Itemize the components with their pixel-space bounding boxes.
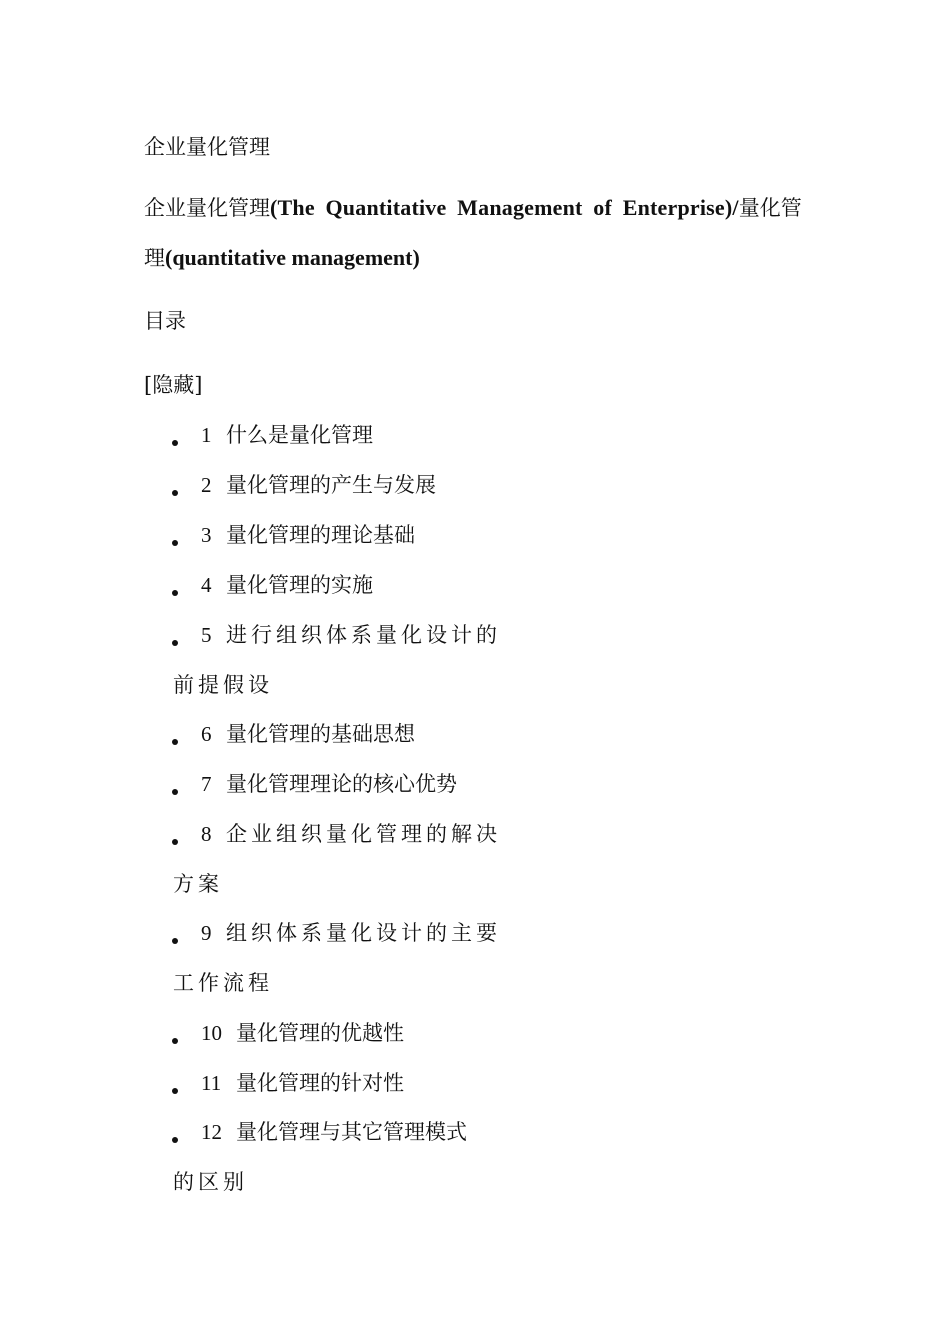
toc-item-label[interactable]: 量化管理的针对性 — [236, 1071, 404, 1095]
toc-item-label-continuation[interactable]: 的区别 — [173, 1170, 248, 1194]
toc-item-number: 5 — [201, 623, 212, 647]
toc-item-11[interactable] — [0, 1068, 950, 1108]
toc-item-label-continuation[interactable]: 工作流程 — [173, 971, 273, 995]
bullet-icon — [172, 590, 178, 596]
toc-item-7[interactable] — [0, 769, 950, 809]
toc-item-label[interactable]: 量化管理的优越性 — [236, 1021, 404, 1045]
toc-item-12[interactable] — [0, 1117, 950, 1207]
toc-item-number: 7 — [201, 772, 212, 796]
toc-item-label[interactable]: 组织体系量化设计的主要 — [226, 921, 501, 945]
toc-item-label[interactable]: 量化管理的理论基础 — [226, 523, 415, 547]
bullet-icon — [172, 1088, 178, 1094]
toc-item-3[interactable] — [0, 520, 950, 560]
toc-item-5[interactable] — [0, 620, 950, 710]
toc-item-number: 3 — [201, 523, 212, 547]
toc-item-label[interactable]: 量化管理的基础思想 — [226, 722, 415, 746]
subtitle-en-part-2: (quantitative management) — [165, 245, 420, 270]
bullet-icon — [172, 490, 178, 496]
bullet-icon — [172, 938, 178, 944]
toc-item-8[interactable] — [0, 819, 950, 909]
toc-item-label-continuation[interactable]: 前提假设 — [173, 673, 273, 697]
toc-item-10[interactable] — [0, 1018, 950, 1058]
bullet-icon — [172, 640, 178, 646]
toc-item-number: 6 — [201, 722, 212, 746]
bullet-icon — [172, 540, 178, 546]
toc-item-2[interactable] — [0, 470, 950, 510]
bullet-icon — [172, 1137, 178, 1143]
bullet-icon — [172, 440, 178, 446]
bullet-icon — [172, 739, 178, 745]
toc-item-6[interactable] — [0, 719, 950, 759]
toc-hide-toggle[interactable]: [隐藏] — [144, 373, 203, 397]
toc-item-label[interactable]: 企业组织量化管理的解决 — [226, 822, 501, 846]
toc-item-label[interactable]: 进行组织体系量化设计的 — [226, 623, 501, 647]
subtitle-cn-part: 企业量化管理 — [144, 196, 270, 220]
document-subtitle-line-2 — [144, 243, 420, 273]
toc-item-4[interactable] — [0, 570, 950, 610]
toc-item-1[interactable] — [0, 420, 950, 460]
bullet-icon — [172, 789, 178, 795]
toc-item-label[interactable]: 量化管理理论的核心优势 — [226, 772, 457, 796]
toc-item-label[interactable]: 什么是量化管理 — [226, 423, 373, 447]
toc-item-number: 1 — [201, 423, 212, 447]
subtitle-cn-part-3: 理 — [144, 246, 165, 270]
document-subtitle-line-1 — [144, 193, 806, 223]
toc-heading: 目录 — [144, 309, 186, 333]
toc-item-9[interactable] — [0, 918, 950, 1008]
toc-item-label-continuation[interactable]: 方案 — [173, 872, 223, 896]
toc-item-label[interactable]: 量化管理的产生与发展 — [226, 473, 436, 497]
toc-item-label[interactable]: 量化管理与其它管理模式 — [236, 1120, 467, 1144]
toc-item-label[interactable]: 量化管理的实施 — [226, 573, 373, 597]
subtitle-cn-part-2: 量化管 — [738, 196, 802, 220]
toc-item-number: 12 — [201, 1120, 222, 1144]
toc-item-number: 11 — [201, 1071, 222, 1095]
toc-item-number: 8 — [201, 822, 212, 846]
bullet-icon — [172, 1038, 178, 1044]
toc-item-number: 2 — [201, 473, 212, 497]
toc-item-number: 9 — [201, 921, 212, 945]
toc-item-number: 10 — [201, 1021, 222, 1045]
subtitle-en-part: (The Quantitative Management of Enterprise)/ — [270, 195, 739, 220]
bullet-icon — [172, 839, 178, 845]
toc-item-number: 4 — [201, 573, 212, 597]
document-title: 企业量化管理 — [144, 135, 270, 159]
